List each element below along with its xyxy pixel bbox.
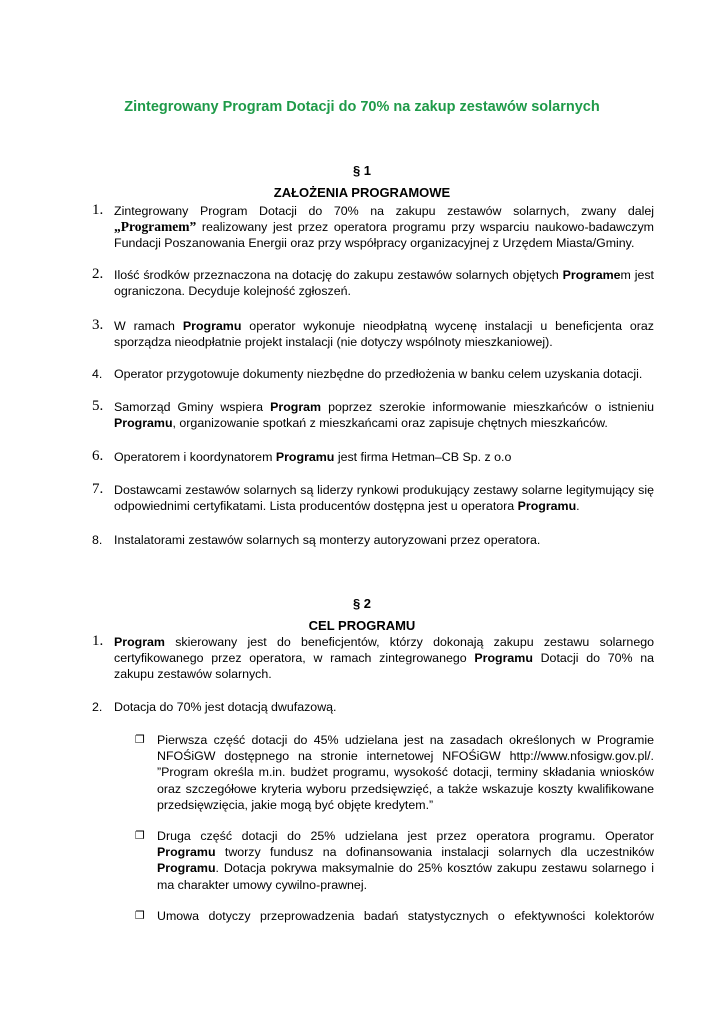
list-item	[92, 449, 654, 465]
bullet-text: Pierwsza część dotacji do 45% udzielana jest na zasadach określonych w Programie NFOŚiGW dostępnego na stronie internetowej NFOŚiGW http://www.nfosigw.gov.pl/. ”Program określa m.in. budżet programu, wysokość dotacji, terminy składania wniosków oraz szczegółowe kryteria wyboru przedsięwzięć, a także wskazuje koszty kwalifikowane przedsięwzięcia, jakie mogą być objęte kredytem.”	[157, 733, 654, 812]
item-number: 4.	[92, 367, 103, 381]
checkbox-bullet-icon: ❐	[135, 909, 145, 922]
bullet-item	[135, 828, 654, 893]
list-item	[92, 532, 654, 548]
list-item	[92, 267, 654, 299]
bullet-item	[135, 732, 654, 813]
item-number: 1.	[92, 202, 104, 218]
item-text: Dostawcami zestawów solarnych są liderzy rynkowi produkujący zestawy solarne legitymujący się odpowiednimi certyfikatami. Lista producentów dostępna jest u operatora Programu.	[114, 483, 654, 514]
section-2-number: § 2	[352, 596, 372, 611]
section-1-number: § 1	[352, 163, 372, 178]
list-item	[92, 699, 654, 715]
section-2-heading: CEL PROGRAMU	[308, 618, 416, 633]
item-number: 2.	[92, 266, 104, 282]
item-number: 2.	[92, 700, 103, 714]
item-number: 6.	[92, 448, 104, 464]
item-text: Dotacja do 70% jest dotacją dwufazową.	[114, 700, 337, 714]
document-title: Zintegrowany Program Dotacji do 70% na zakup zestawów solarnych	[124, 99, 600, 115]
list-item	[92, 399, 654, 431]
section-1-heading: ZAŁOŻENIA PROGRAMOWE	[273, 185, 451, 200]
item-text: Samorząd Gminy wspiera Program poprzez szerokie informowanie mieszkańców o istnieniu Programu, organizowanie spotkań z mieszkańcami oraz zapisuje chętnych mieszkańców.	[114, 400, 654, 431]
item-number: 5.	[92, 398, 104, 414]
checkbox-bullet-icon: ❐	[135, 733, 145, 746]
list-item	[92, 482, 654, 514]
item-number: 3.	[92, 317, 104, 333]
item-text: Instalatorami zestawów solarnych są monterzy autoryzowani przez operatora.	[114, 533, 541, 547]
list-item	[92, 634, 654, 683]
item-number: 8.	[92, 533, 103, 547]
bullet-item	[135, 908, 654, 924]
item-text: W ramach Programu operator wykonuje nieodpłatną wycenę instalacji u beneficjenta oraz sporządza nieodpłatnie projekt instalacji (nie dotyczy wspólnoty mieszkaniowej).	[114, 319, 654, 350]
item-text: Operatorem i koordynatorem Programu jest firma Hetman–CB Sp. z o.o	[114, 450, 512, 464]
item-text: Operator przygotowuje dokumenty niezbędne do przedłożenia w banku celem uzyskania dotacji.	[114, 367, 643, 381]
list-item	[92, 203, 654, 252]
item-text: Zintegrowany Program Dotacji do 70% na zakupu zestawów solarnych, zwany dalej „Programem” realizowany jest przez operatora programu przy wsparciu naukowo-badawczym Fundacji Poszanowania Energii oraz przy współpracy organizacyjnej z Urzędem Miasta/Gminy.	[114, 204, 654, 251]
list-item	[92, 366, 654, 382]
item-text: Program skierowany jest do beneficjentów, którzy dokonają zakupu zestawu solarnego certyfikowanego przez operatora, w ramach zintegrowanego Programu Dotacji do 70% na zakupu zestawów solarnych.	[114, 635, 654, 682]
item-number: 7.	[92, 481, 104, 497]
list-item	[92, 318, 654, 350]
checkbox-bullet-icon: ❐	[135, 829, 145, 842]
bullet-text: Druga część dotacji do 25% udzielana jest przez operatora programu. Operator Programu tworzy fundusz na dofinansowania instalacji solarnych dla uczestników Programu. Dotacja pokrywa maksymalnie do 25% kosztów zakupu zestawu solarnego i ma charakter umowy cywilno-prawnej.	[157, 829, 654, 892]
item-text: Ilość środków przeznaczona na dotację do zakupu zestawów solarnych objętych Programem jest ograniczona. Decyduje kolejność zgłoszeń.	[114, 268, 655, 299]
item-number: 1.	[92, 633, 104, 649]
bullet-text: Umowa dotyczy przeprowadzenia badań statystycznych o efektywności kolektorów	[157, 909, 654, 923]
